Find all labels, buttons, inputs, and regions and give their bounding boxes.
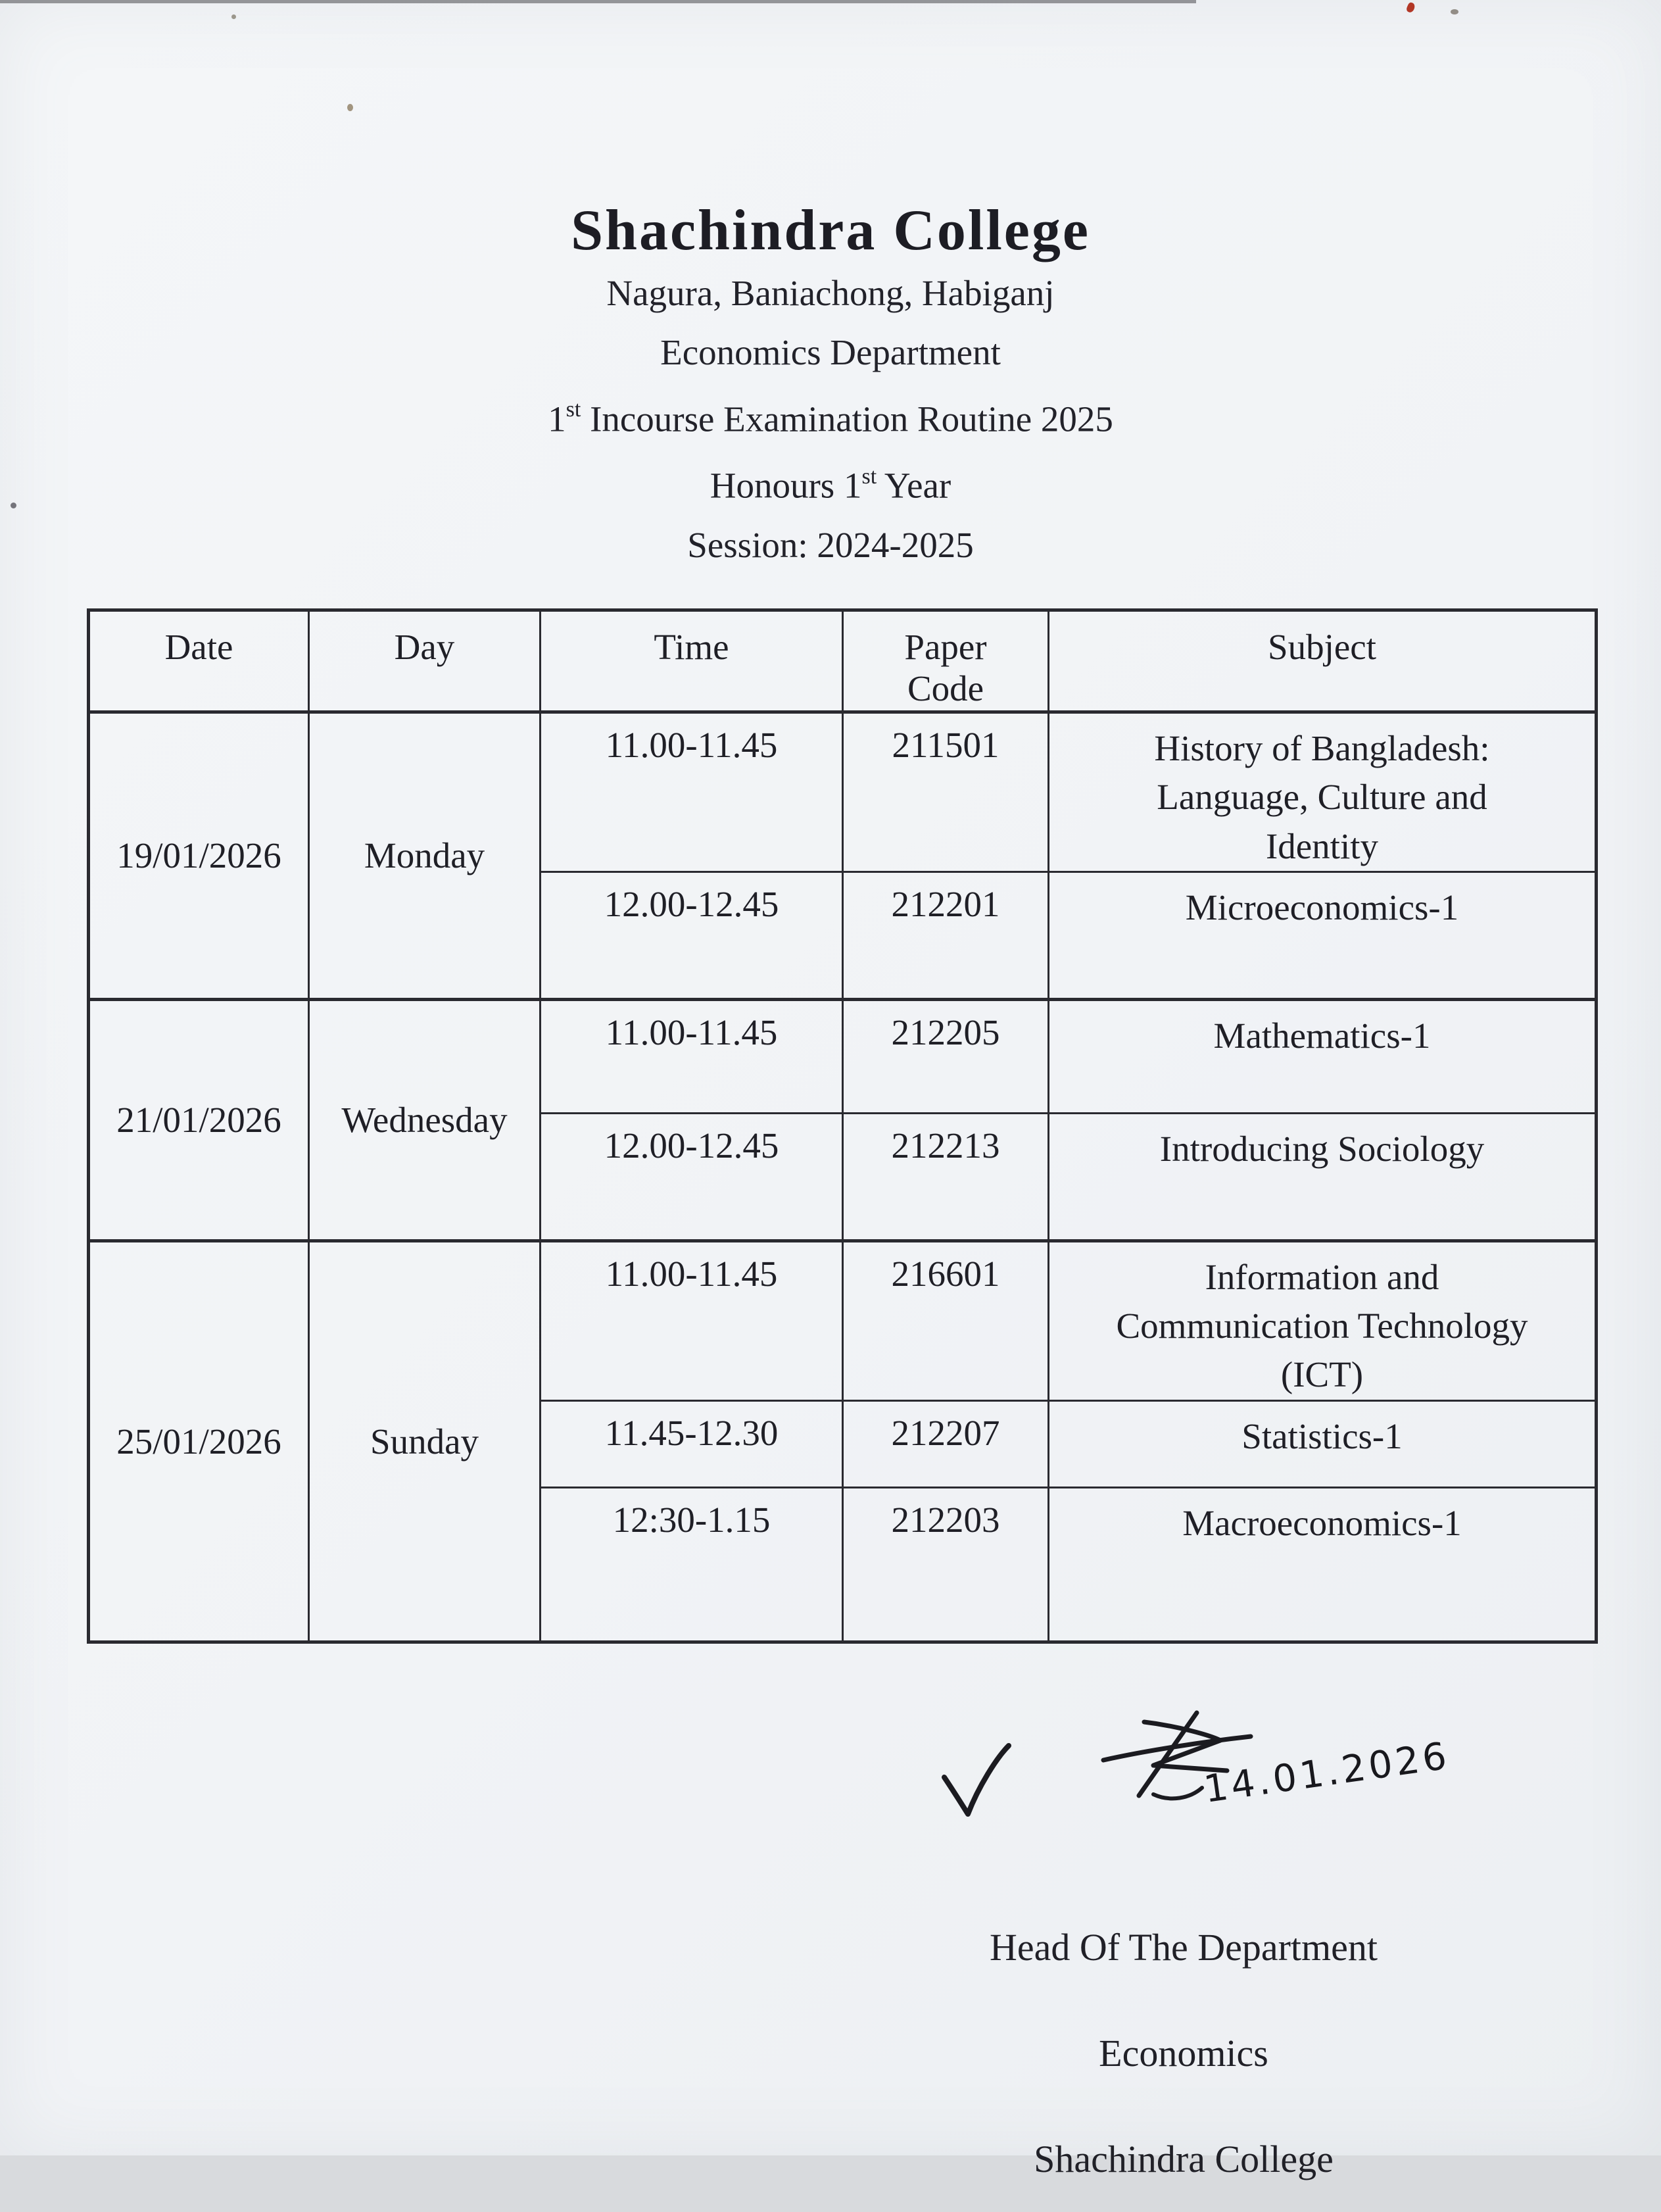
college-name: Shachindra College — [571, 199, 1090, 262]
handwritten-date: 14.01.2026 — [1201, 1734, 1453, 1811]
day-cell: Wednesday — [309, 999, 541, 1241]
date-cell: 21/01/2026 — [89, 999, 309, 1241]
subject-cell: Macroeconomics-1 — [1049, 1487, 1597, 1642]
subject-cell: History of Bangladesh: Language, Culture and Identity — [1049, 712, 1597, 872]
scan-artifact — [1405, 1, 1416, 13]
table-header-row — [89, 610, 1597, 712]
signatory-title: Head Of The Department — [990, 1926, 1378, 1969]
paper-code-cell: 211501 — [843, 712, 1049, 872]
col-header-date: Date — [89, 610, 309, 712]
time-cell: 11.45-12.30 — [541, 1400, 843, 1487]
signatory-college: Shachindra College — [1034, 2138, 1334, 2180]
paper-code-cell: 212207 — [843, 1400, 1049, 1487]
time-cell: 11.00-11.45 — [541, 999, 843, 1113]
day-cell: Monday — [309, 712, 541, 1000]
subject-cell: Microeconomics-1 — [1049, 872, 1597, 999]
time-cell: 11.00-11.45 — [541, 712, 843, 872]
subject-cell: Mathematics-1 — [1049, 999, 1597, 1113]
day-cell: Sunday — [309, 1241, 541, 1642]
date-cell: 19/01/2026 — [89, 712, 309, 1000]
table-row — [89, 712, 1597, 872]
document-header — [0, 197, 1661, 575]
college-address: Nagura, Baniachong, Habiganj — [606, 273, 1055, 313]
paper-code-cell: 216601 — [843, 1241, 1049, 1400]
time-cell: 11.00-11.45 — [541, 1241, 843, 1400]
paper-code-cell: 212205 — [843, 999, 1049, 1113]
col-header-time: Time — [541, 610, 843, 712]
department-line: Economics Department — [660, 332, 1001, 372]
checkmark-icon — [939, 1742, 1014, 1823]
exam-routine-table — [87, 608, 1598, 1644]
subject-cell: Statistics-1 — [1049, 1400, 1597, 1487]
paper-code-cell: 212213 — [843, 1113, 1049, 1241]
scan-artifact — [231, 14, 236, 19]
paper-code-cell: 212203 — [843, 1487, 1049, 1642]
honours-year-line: Honours 1st Year — [710, 464, 951, 506]
col-header-subject: Subject — [1049, 610, 1597, 712]
routine-title: 1st Incourse Examination Routine 2025 — [548, 397, 1113, 439]
table-row — [89, 1241, 1597, 1400]
subject-cell: Information and Communication Technology (ICT) — [1049, 1241, 1597, 1400]
ordinal-suffix: st — [861, 464, 877, 489]
time-cell: 12:30-1.15 — [541, 1487, 843, 1642]
table-row — [89, 999, 1597, 1113]
time-cell: 12.00-12.45 — [541, 1113, 843, 1241]
scan-artifact — [1451, 9, 1458, 14]
col-header-day: Day — [309, 610, 541, 712]
col-header-paper-code: Paper Code — [843, 610, 1049, 712]
signature-block — [947, 1894, 1420, 2212]
signatory-department: Economics — [1099, 2032, 1268, 2075]
date-cell: 25/01/2026 — [89, 1241, 309, 1642]
time-cell: 12.00-12.45 — [541, 872, 843, 999]
session-line: Session: 2024-2025 — [687, 524, 974, 565]
scan-artifact — [347, 104, 353, 111]
paper-code-cell: 212201 — [843, 872, 1049, 999]
ordinal-suffix: st — [566, 397, 581, 422]
subject-cell: Introducing Sociology — [1049, 1113, 1597, 1241]
scan-artifact — [0, 0, 1196, 3]
